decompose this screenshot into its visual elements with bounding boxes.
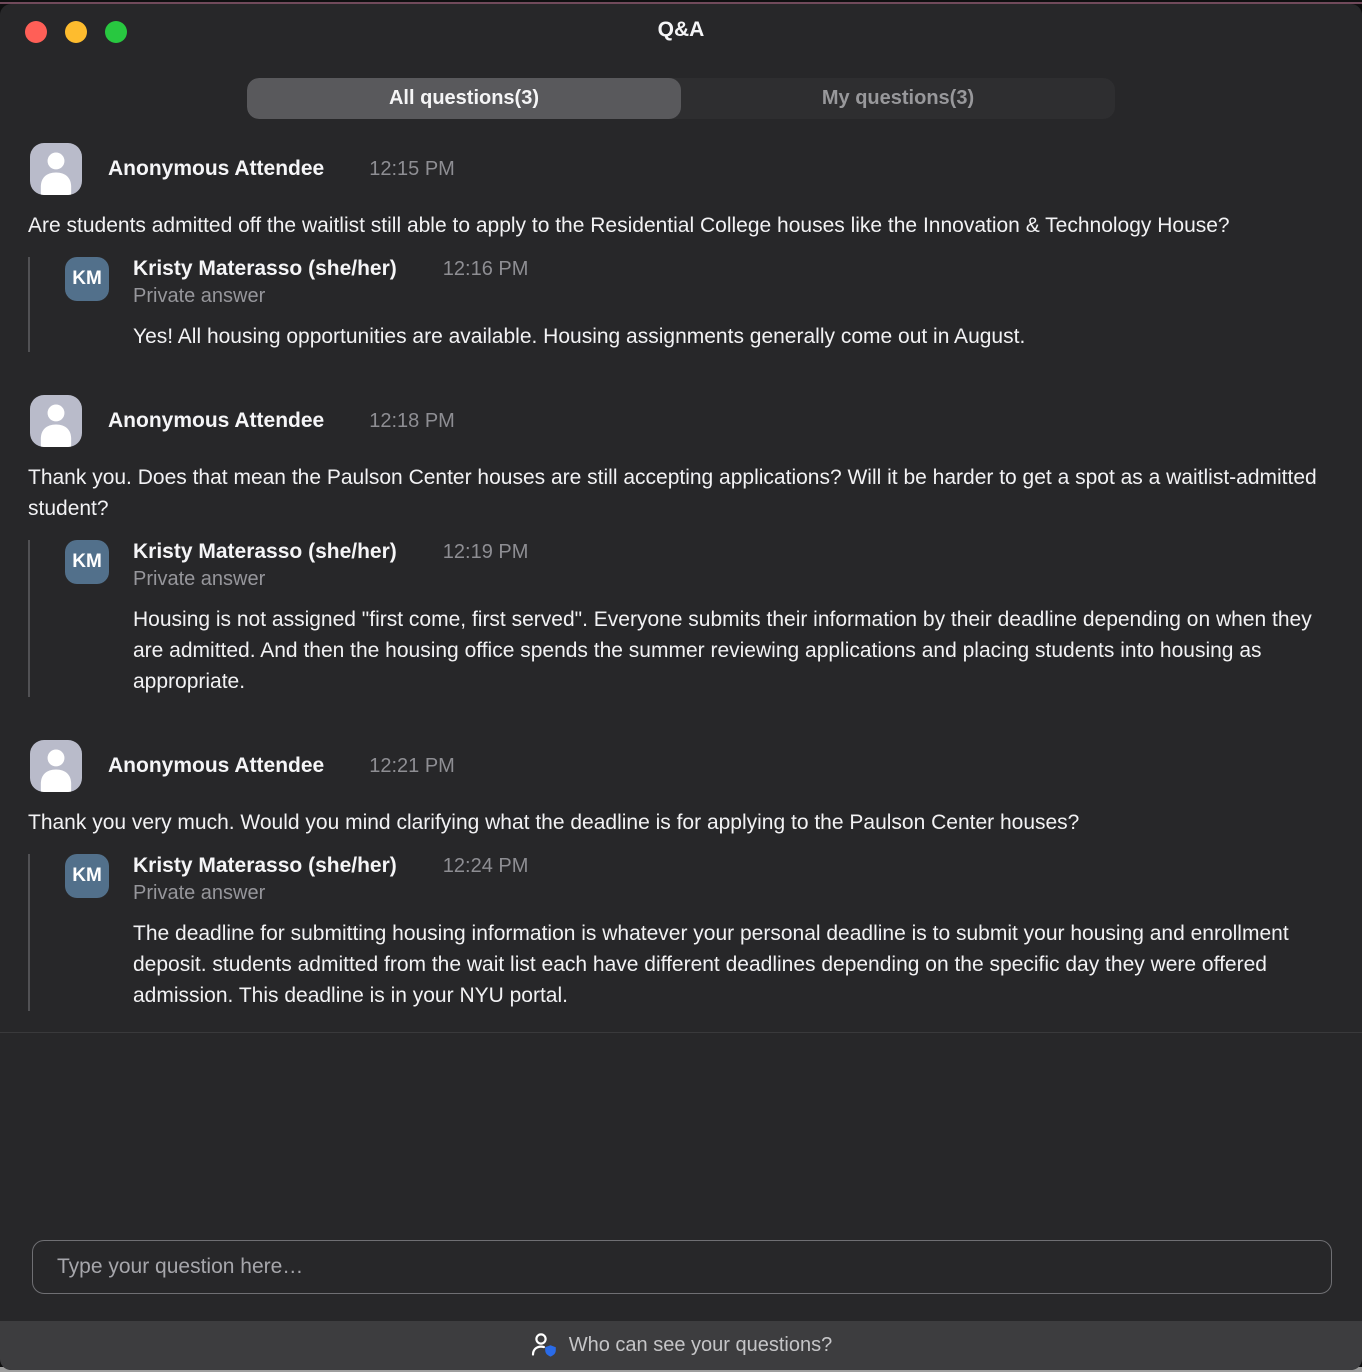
question-thread	[28, 143, 1332, 352]
host-avatar: KM	[65, 854, 109, 898]
answer-meta	[133, 257, 528, 308]
answer-header	[65, 854, 1332, 905]
answer-text: The deadline for submitting housing information is whatever your personal deadline is to submit your housing and enrollment deposit. students admitted from the wait list each have different deadlines depending on the specific day they were offered admission. This deadline is in your NYU portal.	[133, 922, 1289, 1007]
question-author: Anonymous Attendee	[108, 409, 325, 432]
anonymous-avatar-icon	[30, 740, 82, 792]
spacer	[0, 1033, 1362, 1240]
question-thread	[28, 395, 1332, 697]
question-author: Anonymous Attendee	[108, 157, 325, 180]
answer-author: Kristy Materasso (she/her)	[133, 540, 397, 563]
answer-text: Housing is not assigned "first come, first served". Everyone submits their information by their deadline depending on when they are admitted. And then the housing office spends the summer reviewing applications and placing students into housing as appropriate.	[133, 608, 1312, 693]
answer-block	[28, 540, 1332, 697]
question-header	[28, 143, 1332, 195]
answer-timestamp: 12:19 PM	[442, 541, 529, 563]
question-text: Thank you. Does that mean the Paulson Center houses are still accepting applications? Will it be harder to get a spot as a waitlist-admitted student?	[28, 466, 1317, 520]
answer-header	[65, 257, 1332, 308]
answer-block	[28, 854, 1332, 1011]
person-shield-icon	[530, 1332, 558, 1359]
window-title: Q&A	[657, 18, 705, 41]
compose-section	[0, 1032, 1362, 1370]
question-text: Thank you very much. Would you mind clarifying what the deadline is for applying to the Paulson Center houses?	[28, 811, 1080, 834]
answer-author: Kristy Materasso (she/her)	[133, 854, 397, 877]
answer-visibility-label: Private answer	[133, 568, 266, 590]
question-author: Anonymous Attendee	[108, 754, 325, 777]
title-bar	[0, 4, 1362, 56]
tab-all-questions[interactable]: All questions(3)	[247, 78, 681, 119]
composer	[32, 1240, 1332, 1294]
question-timestamp: 12:18 PM	[369, 409, 455, 432]
qa-window	[0, 4, 1362, 1370]
answer-timestamp: 12:24 PM	[442, 855, 529, 877]
visibility-footer[interactable]	[0, 1321, 1362, 1370]
question-timestamp: 12:21 PM	[369, 754, 455, 777]
question-timestamp: 12:15 PM	[369, 157, 455, 180]
anonymous-avatar-icon	[30, 143, 82, 195]
visibility-footer-label: Who can see your questions?	[568, 1334, 833, 1356]
answer-author: Kristy Materasso (she/her)	[133, 257, 397, 280]
answer-meta	[133, 854, 528, 905]
answer-meta	[133, 540, 528, 591]
question-header	[28, 740, 1332, 792]
tab-bar	[0, 78, 1362, 119]
question-text: Are students admitted off the waitlist still able to apply to the Residential College houses like the Innovation & Technology House?	[28, 214, 1230, 237]
answer-visibility-label: Private answer	[133, 882, 266, 904]
question-thread	[28, 740, 1332, 1011]
host-avatar: KM	[65, 540, 109, 584]
question-list	[0, 119, 1362, 1011]
tab-my-questions[interactable]: My questions(3)	[821, 87, 975, 109]
answer-text: Yes! All housing opportunities are available. Housing assignments generally come out in August.	[133, 325, 1026, 348]
answer-block	[28, 257, 1332, 352]
host-avatar: KM	[65, 257, 109, 301]
question-tabs	[247, 78, 1115, 119]
answer-header	[65, 540, 1332, 591]
question-input[interactable]	[32, 1240, 1332, 1294]
question-header	[28, 395, 1332, 447]
answer-visibility-label: Private answer	[133, 285, 266, 307]
anonymous-avatar-icon	[30, 395, 82, 447]
answer-timestamp: 12:16 PM	[442, 258, 529, 280]
